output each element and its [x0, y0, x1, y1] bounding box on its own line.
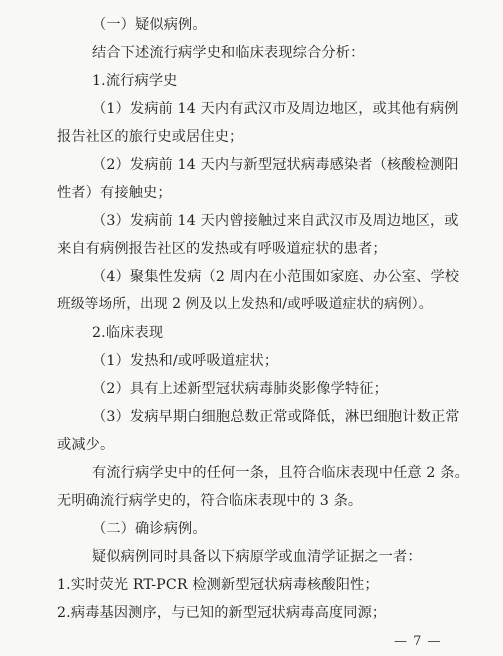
paragraph-line: 疑似病例同时具备以下病原学或血清学证据之一者：: [92, 549, 422, 565]
paragraph-line: （1）发病前 14 天内有武汉市及周边地区，或其他有病例: [92, 101, 459, 117]
paragraph-line: 或减少。: [57, 437, 115, 453]
paragraph-line: （3）发病早期白细胞总数正常或降低，淋巴细胞计数正常: [92, 409, 460, 425]
paragraph-line: （1）发热和/或呼吸道症状；: [92, 353, 279, 369]
paragraph-line: 性者）有接触史；: [57, 185, 172, 201]
section-heading-confirmed-case: （二）确诊病例。: [92, 521, 207, 537]
paragraph-line: （4）聚集性发病（2 周内在小范围如家庭、办公室、学校: [92, 269, 460, 285]
paragraph-line: （3）发病前 14 天内曾接触过来自武汉市及周边地区，或: [92, 213, 459, 229]
subheading-clinical-presentation: 2.临床表现: [92, 325, 164, 341]
paragraph-line: 有流行病学史中的任何一条，且符合临床表现中任意 2 条。: [92, 465, 469, 481]
paragraph-line: 班级等场所，出现 2 例及以上发热和/或呼吸道症状的病例）。: [57, 296, 433, 312]
subheading-epidemiological-history: 1.流行病学史: [92, 73, 178, 89]
page-number: — 7 —: [394, 634, 442, 649]
paragraph-line: 无明确流行病学史的，符合临床表现中的 3 条。: [57, 493, 363, 509]
paragraph-line: 报告社区的旅行史或居住史；: [57, 129, 244, 145]
paragraph-line: 1.实时荧光 RT-PCR 检测新型冠状病毒核酸阳性；: [57, 577, 379, 593]
paragraph-line: （2）具有上述新型冠状病毒肺炎影像学特征；: [92, 381, 388, 397]
paragraph-line: 结合下述流行病学史和临床表现综合分析：: [92, 45, 365, 61]
paragraph-line: 2.病毒基因测序，与已知的新型冠状病毒高度同源；: [57, 605, 387, 621]
paragraph-line: 来自有病例报告社区的发热或有呼吸道症状的患者；: [57, 241, 387, 257]
paragraph-line: （2）发病前 14 天内与新型冠状病毒感染者（核酸检测阳: [92, 157, 459, 173]
section-heading-suspected-case: （一）疑似病例。: [92, 17, 207, 33]
